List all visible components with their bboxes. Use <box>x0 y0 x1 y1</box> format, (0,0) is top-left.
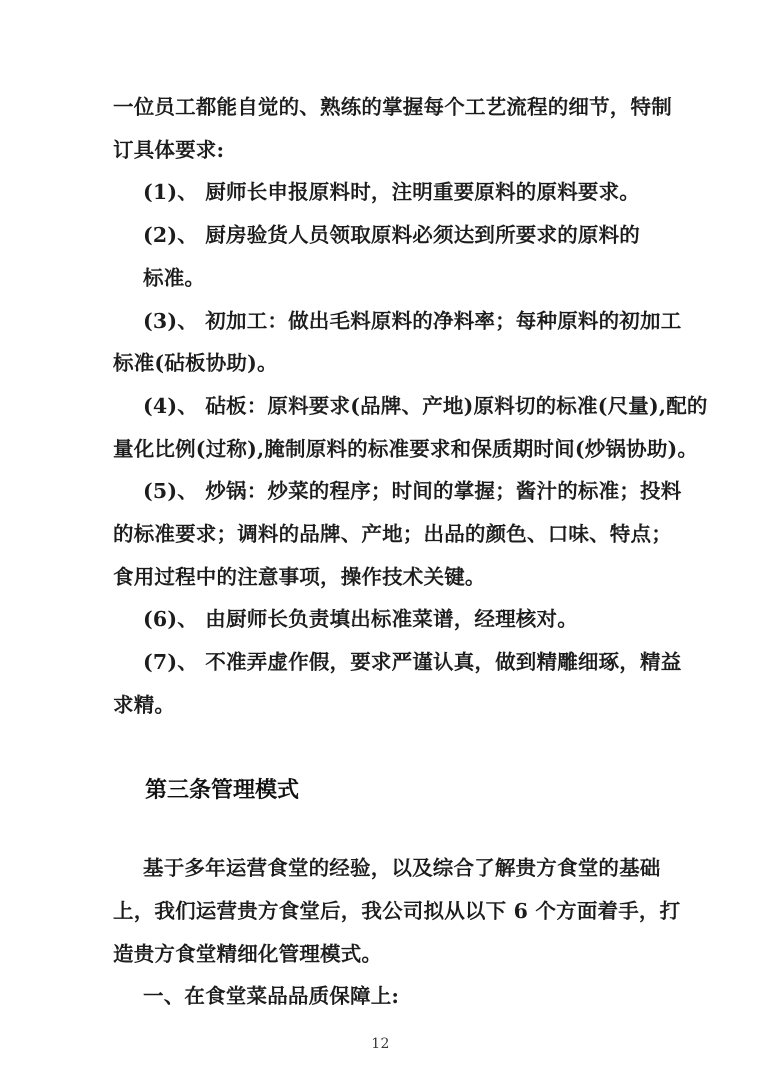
body-line: (6)、 由厨师长负责填出标准菜谱，经理核对。 <box>143 607 578 632</box>
body-line: 量化比例(过称),腌制原料的标准要求和保质期时间(炒锅协助)。 <box>113 436 699 461</box>
body-line: (2)、 厨房验货人员领取原料必须达到所要求的原料的 <box>143 223 640 248</box>
body-line: 标准。 <box>143 265 206 290</box>
body-line: 订具体要求: <box>113 137 225 162</box>
page-number: 12 <box>371 1036 390 1052</box>
body-line: (3)、 初加工：做出毛料原料的净料率；每种原料的初加工 <box>143 308 682 333</box>
closing-line: 一、在食堂菜品品质保障上: <box>143 984 400 1009</box>
body-line: 一位员工都能自觉的、熟练的掌握每个工艺流程的细节，特制 <box>113 95 672 119</box>
closing-line: 基于多年运营食堂的经验，以及综合了解贵方食堂的基础 <box>143 856 661 881</box>
closing-line: 上，我们运营贵方食堂后，我公司拟从以下 6 个方面着手，打 <box>113 898 681 923</box>
closing-line: 造贵方食堂精细化管理模式。 <box>113 941 383 966</box>
body-line: (4)、 砧板：原料要求(品牌、产地)原料切的标准(尺量),配的 <box>143 393 708 418</box>
page-body <box>113 86 708 1018</box>
heading-spacer <box>113 811 645 847</box>
body-line: 标准(砧板协助)。 <box>113 351 278 376</box>
body-line: (7)、 不准弄虚作假，要求严谨认真，做到精雕细琢，精益 <box>143 650 682 675</box>
body-line: (5)、 炒锅：炒菜的程序；时间的掌握；酱汁的标准；投料 <box>143 479 682 504</box>
body-line: 食用过程中的注意事项，操作技术关键。 <box>113 564 486 589</box>
body-line: 求精。 <box>113 692 176 717</box>
section-heading: 第三条管理模式 <box>145 776 300 803</box>
body-line: 的标准要求；调料的品牌、产地；出品的颜色、口味、特点； <box>113 522 672 547</box>
body-line: (1)、 厨师长申报原料时，注明重要原料的原料要求。 <box>143 180 640 205</box>
